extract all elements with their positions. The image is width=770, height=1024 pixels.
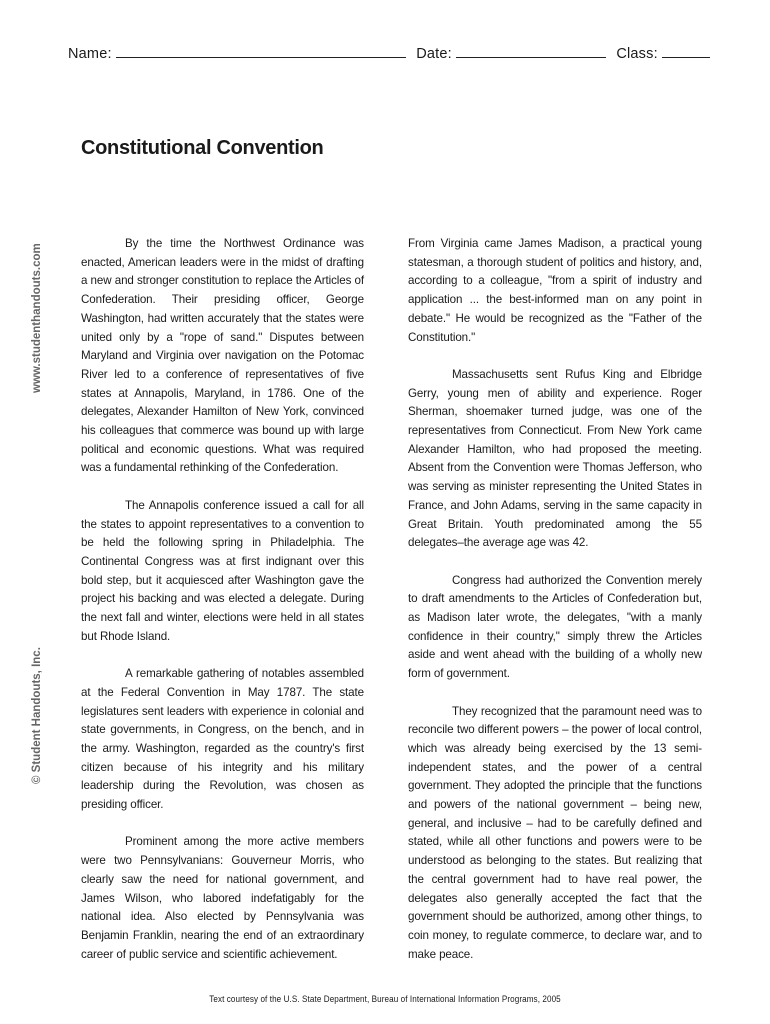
sidebar-url: www.studenthandouts.com xyxy=(31,243,43,393)
paragraph: A remarkable gathering of notables assembled at the Federal Convention in May 1787. The state legislatures sent leaders with experience in colonial and state governments, in Congress, on the bench, and in the army. Washington, regarded as the country's first citizen because of his integrity and his military leadership during the Revolution, was chosen as presiding officer. xyxy=(81,667,364,812)
page-title: Constitutional Convention xyxy=(81,137,324,159)
worksheet-header xyxy=(68,45,708,62)
name-blank-line[interactable] xyxy=(116,45,406,58)
paragraph: Massachusetts sent Rufus King and Elbridge Gerry, young men of ability and experience. Roger Sherman, shoemaker turned judge, was one of the representatives from Connecticut. From New York came Alexander Hamilton, who had proposed the meeting. Absent from the Convention were Thomas Jefferson, who was serving as minister representing the United States in France, and John Adams, serving in the same capacity in Great Britain. Youth predominated among the 55 delegates–the average age was 42. xyxy=(408,367,702,550)
paragraph: They recognized that the paramount need was to reconcile two different powers – the power of local control, which was already being exercised by the 13 semi-independent states, and the power of a central government. They adopted the principle that the functions and powers of the national government – being new, general, and inclusive – had to be carefully defined and stated, while all other functions and powers were to be understood as belonging to the states. But realizing that the central government had to have real power, the delegates also generally accepted the fact that the government should be authorized, among other things, to coin money, to regulate commerce, to declare war, and to make peace. xyxy=(408,704,702,961)
class-label: Class: xyxy=(616,46,658,62)
paragraph: The Annapolis conference issued a call for all the states to appoint representatives to a convention to be held the following spring in Philadelphia. The Continental Congress was at first indignant over this bold step, but it acquiesced after Washington gave the project his backing and was elected a delegate. During the next fall and winter, elections were held in all states but Rhode Island. xyxy=(81,498,364,643)
class-blank-line[interactable] xyxy=(662,45,710,58)
name-label: Name: xyxy=(68,46,112,62)
paragraph: Congress had authorized the Convention merely to draft amendments to the Articles of Confederation but, as Madison later wrote, the delegates, "with a manly confidence in their country," simply threw the Articles aside and went ahead with the building of a wholly new form of government. xyxy=(408,573,702,681)
right-column xyxy=(408,235,702,983)
date-blank-line[interactable] xyxy=(456,45,606,58)
paragraph: Prominent among the more active members were two Pennsylvanians: Gouverneur Morris, who clearly saw the need for national government, and James Wilson, who labored indefatigably for the national idea. Also elected by Pennsylvania was Benjamin Franklin, nearing the end of an extraordinary career of public service and scientific achievement. xyxy=(81,835,364,961)
sidebar-copyright: © Student Handouts, Inc. xyxy=(31,647,43,784)
paragraph: From Virginia came James Madison, a practical young statesman, a thorough student of politics and history, and, according to a colleague, "from a spirit of industry and application ... the best-informed man on any point in debate." He would be recognized as the "Father of the Constitution." xyxy=(408,237,702,344)
date-label: Date: xyxy=(416,46,452,62)
paragraph: By the time the Northwest Ordinance was enacted, American leaders were in the midst of drafting a new and stronger constitution to replace the Articles of Confederation. Their presiding officer, George Washington, had written accurately that the states were united only by a "rope of sand." Disputes between Maryland and Virginia over navigation on the Potomac River led to a conference of representatives of five states at Annapolis, Maryland, in 1786. One of the delegates, Alexander Hamilton of New York, convinced his colleagues that commerce was bound up with large political and economic questions. What was required was a fundamental rethinking of the Confederation. xyxy=(81,237,364,475)
source-credit: Text courtesy of the U.S. State Department, Bureau of International Information Programs, 2005 xyxy=(209,994,561,1004)
left-column xyxy=(81,235,364,983)
